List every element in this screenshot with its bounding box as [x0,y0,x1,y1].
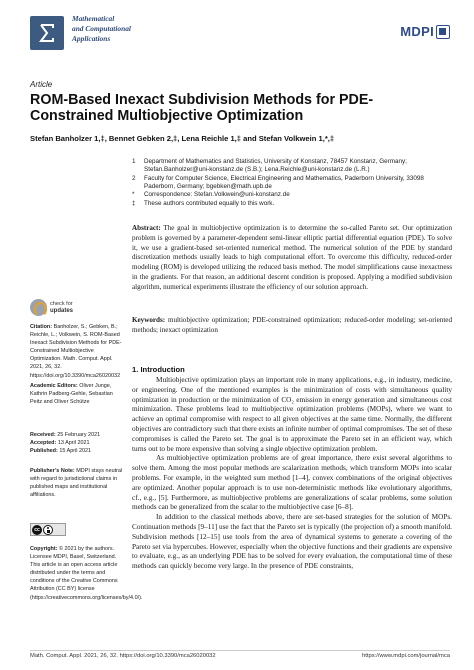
paper-title: ROM-Based Inexact Subdivision Methods for PDE-Constrained Multiobjective Optimization [30,92,374,124]
date-value: 13 April 2021 [57,440,90,447]
abstract-label: Abstract: [132,224,161,232]
affiliation-mark: * [132,191,135,199]
date-value: 25 February 2021 [57,432,101,438]
editors-text: Oliver Junge, Kathrin Padberg-Gehle, Sebastian Peitz and Oliver Schütze [30,383,113,406]
date-value: 15 April 2021 [59,448,92,455]
editors-label: Academic Editors: [30,383,78,389]
intro-paragraph: Multiobjective optimization plays an important role in many applications, e.g., in industry, medicine, or engineering. One of the mentioned examples is the minimization of costs with simultaneous quality optimization in production or the minimization of CO₂ emission in energy generation and simultaneous cost minimization. These problems lead to multiobjective optimization problems (MOPs), where we want to achieve an optimal compromise with respect to all given objectives at the same time. Normally, the different objectives are contradictory such that there exists an infinite number of optimal compromises. The set of these compromises is called the Pareto set. The goal is to approximate the Pareto set in an efficient way, which turns out to be more expensive than solving a single objective optimization problem. [132,376,452,453]
academic-editors [30,382,126,406]
keywords [132,316,452,336]
journal-header [30,14,450,66]
affiliation-mark: 2 [132,174,136,182]
date-label: Received: [30,432,56,438]
publisher-note-label: Publisher’s Note: [30,468,75,474]
publisher-logo[interactable] [400,24,450,39]
date-accepted [30,439,126,447]
date-label: Published: [30,448,58,455]
citation-text[interactable]: Banholzer, S.; Gebken, B.; Reichle, L.; Volkwein, S. ROM-Based Inexact Subdivision Methods for PDE-Constrained Multiobjective Optimization. Math. Comput. Appl. 2021, 26, 32. https://doi.org/10.3390/mca26020032 [30,324,122,379]
intro-paragraph: In addition to the classical methods above, there are set-based strategies for the solution of MOPs. Continuation methods [9–11] use the fact that the Pareto set is typically (the projection of) a smooth manifold. Subdivision methods [12–15] use tools from the area of dynamical systems to generate a covering of the Pareto set via hypercubes. However, especially when the objective functions and their gradients are expensive to evaluate, e.g., as an underlying PDE has to be solved for every evaluation, the computational time of these methods can quickly become very large. In the presence of PDE constraints, [132,513,452,571]
journal-name-line: and Computational [72,24,131,33]
publisher-note-text: MDPI stays neutral with regard to jurisdictional claims in published maps and institutional affiliations. [30,468,123,499]
updates-icon [30,299,47,316]
journal-logo-icon [30,16,64,50]
publication-dates [30,431,126,455]
equal-contribution-note: These authors contributed equally to this work. [144,199,275,207]
correspondence-text[interactable]: Correspondence: Stefan.Volkwein@uni-konstanz.de [144,191,290,199]
check-for-updates-badge[interactable] [30,299,73,316]
copyright-block [30,545,143,602]
journal-name-line: Applications [72,34,111,43]
publisher-note [30,467,126,499]
affiliation-item [132,200,452,208]
updates-line: check for [50,301,73,308]
intro-paragraph: As multiobjective optimization problems are of great importance, there exist several algorithms to solve them. Among the most popular methods are scalarization methods, which transform MOPs into scalar problems. For example, in the weighted sum method [1–4], convex combinations of the original objectives are optimized. Another popular approach is to use non-deterministic methods like evolutionary algorithms, cf., e.g., [5]. Furthermore, as multiobjective problems are generalizations of scalar problems, some solution methods can be generalized from the scalar to the multiobjective case [6–8]. [132,454,452,512]
footer-citation[interactable]: Math. Comput. Appl. 2021, 26, 32. https://doi.org/10.3390/mca26020032 [30,653,216,659]
article-type: Article [30,80,53,89]
affiliation-text: Department of Mathematics and Statistics, University of Konstanz, 78457 Konstanz, Germany; Stefan.Banholzer@uni-konstanz.de (S.B.); Lena.Reichle@uni-konstanz.de (L.R.) [144,158,407,174]
introduction-body [132,376,452,572]
affiliation-item [132,158,452,174]
date-label: Accepted: [30,440,57,447]
sigma-icon [35,21,59,45]
footer-journal-link[interactable]: https://www.mdpi.com/journal/mca [362,653,450,659]
mdpi-mark-icon [436,25,450,39]
publisher-name: MDPI [400,24,434,39]
section-heading: 1. Introduction [132,365,185,374]
affiliation-mark: 1 [132,158,136,165]
copyright-text: © 2021 by the authors. Licensee MDPI, Basel, Switzerland. This article is an open access article distributed under the terms and conditions of the Creative Commons Attribution (CC BY) license (https://creativecommons.org/licenses/by/4.0/). [30,546,143,601]
updates-line: updates [50,307,74,314]
citation-label: Citation: [30,324,53,330]
keywords-text: multiobjective optimization; PDE-constrained optimization; reduced-order modeling; set-oriented methods; inexact optimization [132,316,452,334]
attribution-icon [43,525,53,535]
updates-label [50,301,73,314]
citation-block [30,323,126,380]
affiliation-mark: ‡ [132,199,136,207]
affiliations [132,158,452,209]
affiliation-item [132,191,452,199]
affiliation-text: Faculty for Computer Science, Electrical Engineering and Mathematics, Paderborn University, 33098 Paderborn, Germany; bgebken@math.upb.de [144,174,424,190]
date-published [30,447,126,455]
cc-license-badge[interactable] [30,523,66,536]
page-footer [30,650,450,659]
affiliation-item [132,175,452,191]
date-received [30,431,126,439]
author-list: Stefan Banholzer 1,‡, Bennet Gebken 2,‡, Lena Reichle 1,‡ and Stefan Volkwein 1,*,‡ [30,134,335,143]
keywords-label: Keywords: [132,316,166,324]
abstract [132,224,452,293]
cc-icon: cc [32,525,42,535]
journal-name-line: Mathematical [72,14,115,23]
copyright-label: Copyright: [30,546,58,552]
abstract-text: The goal in multiobjective optimization is to determine the so-called Pareto set. Our optimization problem is governed by a parameter-dependent semi-linear elliptic partial differential equation (PDE). To solve it, we use a gradient-based set-oriented numerical method. The numerical solution of the PDE by standard discretization methods usually leads to high computational effort. To overcome this difficulty, reduced-order modeling (ROM) is developed utilizing the reduced basis method. The model simplifications cause inexactness in the gradients. For that reason, an additional descent condition is proposed. Applying a modified subdivision algorithm, numerical experiments illustrate the efficiency of our solution approach. [132,224,452,291]
journal-name [72,14,131,44]
